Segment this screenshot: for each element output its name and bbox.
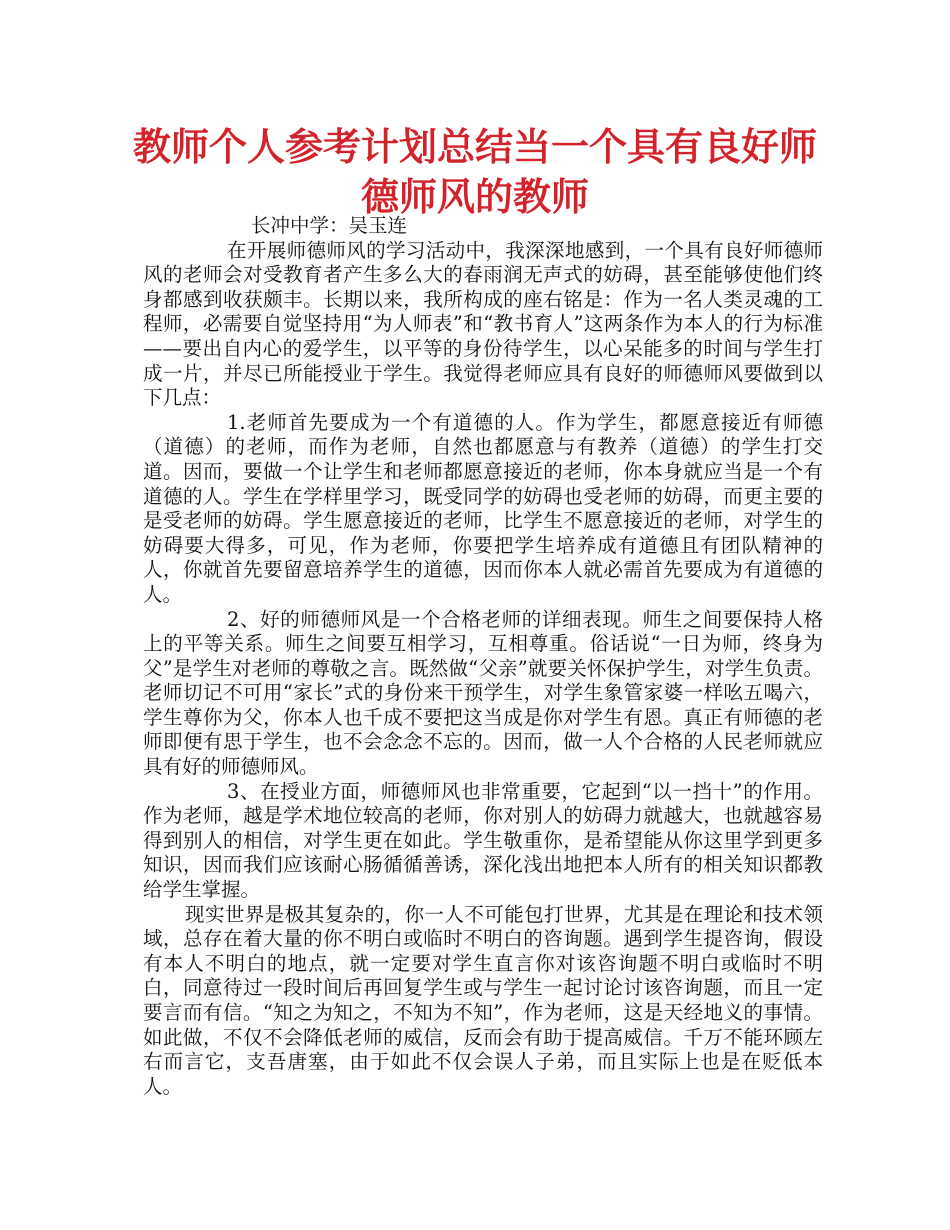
paragraph-point-1: 1.老师首先要成为一个有道德的人。作为学生，都愿意接近有师德（道德）的老师，而作为老师，自然也都愿意与有教养（道德）的学生打交道。因而，要做一个让学生和老师都愿意接近的老师，你本身就应当是一个有道德的人。学生在学样里学习，既受同学的妨碍也受老师的妨碍，而更主要的是受老师的妨碍。学生愿意接近的老师，比学生不愿意接近的老师，对学生的妨碍要大得多，可见，作为老师，你要把学生培养成有道德且有团队精神的人，你就首先要留意培养学生的道德，因而你本人就必需首先要成为有道德的人。 (143, 410, 823, 606)
paragraph-reality: 现实世界是极其复杂的，你一人不可能包打世界，尤其是在理论和技术领域，总存在着大量的你不明白或临时不明白的咨询题。遇到学生提咨询，假设有本人不明白的地点，就一定要对学生直言你对该咨询题不明白或临时不明白，同意待过一段时间后再回复学生或与学生一起讨论讨该咨询题，而且一定要言而有信。“知之为知之，不知为不知”，作为老师，这是天经地义的事情。如此做，不仅不会降低老师的威信，反而会有助于提高威信。千万不能环顾左右而言它，支吾唐塞，由于如此不仅会误人子弟，而且实际上也是在贬低本人。 (143, 902, 823, 1098)
paragraph-point-2: 2、好的师德师风是一个合格老师的详细表现。师生之间要保持人格上的平等关系。师生之间要互相学习，互相尊重。俗话说“一日为师，终身为父”是学生对老师的尊敬之言。既然做“父亲”就要关怀保护学生，对学生负责。老师切记不可用“家长”式的身份来干预学生，对学生象管家婆一样吆五喝六，学生尊你为父，你本人也千成不要把这当成是你对学生有恩。真正有师德的老师即便有思于学生，也不会念念不忘的。因而，做一人个合格的人民老师就应具有好的师德师风。 (143, 607, 823, 779)
document-body (143, 214, 823, 1099)
paragraph-point-3: 3、在授业方面，师德师风也非常重要，它起到“以一挡十”的作用。作为老师，越是学术地位较高的老师，你对别人的妨碍力就越大，也就越容易得到别人的相信，对学生更在如此。学生敬重你，是希望能从你这里学到更多知识，因而我们应该耐心肠循循善诱，深化浅出地把本人所有的相关知识都教给学生掌握。 (143, 779, 823, 902)
author-line: 长冲中学：吴玉连 (251, 214, 408, 237)
document-title: 教师个人参考计划总结当一个具有良好师德师风的教师 (132, 125, 817, 219)
paragraph-intro: 在开展师德师风的学习活动中，我深深地感到，一个具有良好师德师风的老师会对受教育者产生多么大的春雨润无声式的妨碍，甚至能够使他们终身都感到收获颇丰。长期以来，我所构成的座右铭是：作为一名人类灵魂的工程师，必需要自觉坚持用“为人师表”和“教书育人”这两条作为本人的行为标准——要出自内心的爱学生，以平等的身份待学生，以心呆能多的时间与学生打成一片，并尽已所能授业于学生。我觉得老师应具有良好的师德师风要做到以下几点： (143, 238, 823, 410)
